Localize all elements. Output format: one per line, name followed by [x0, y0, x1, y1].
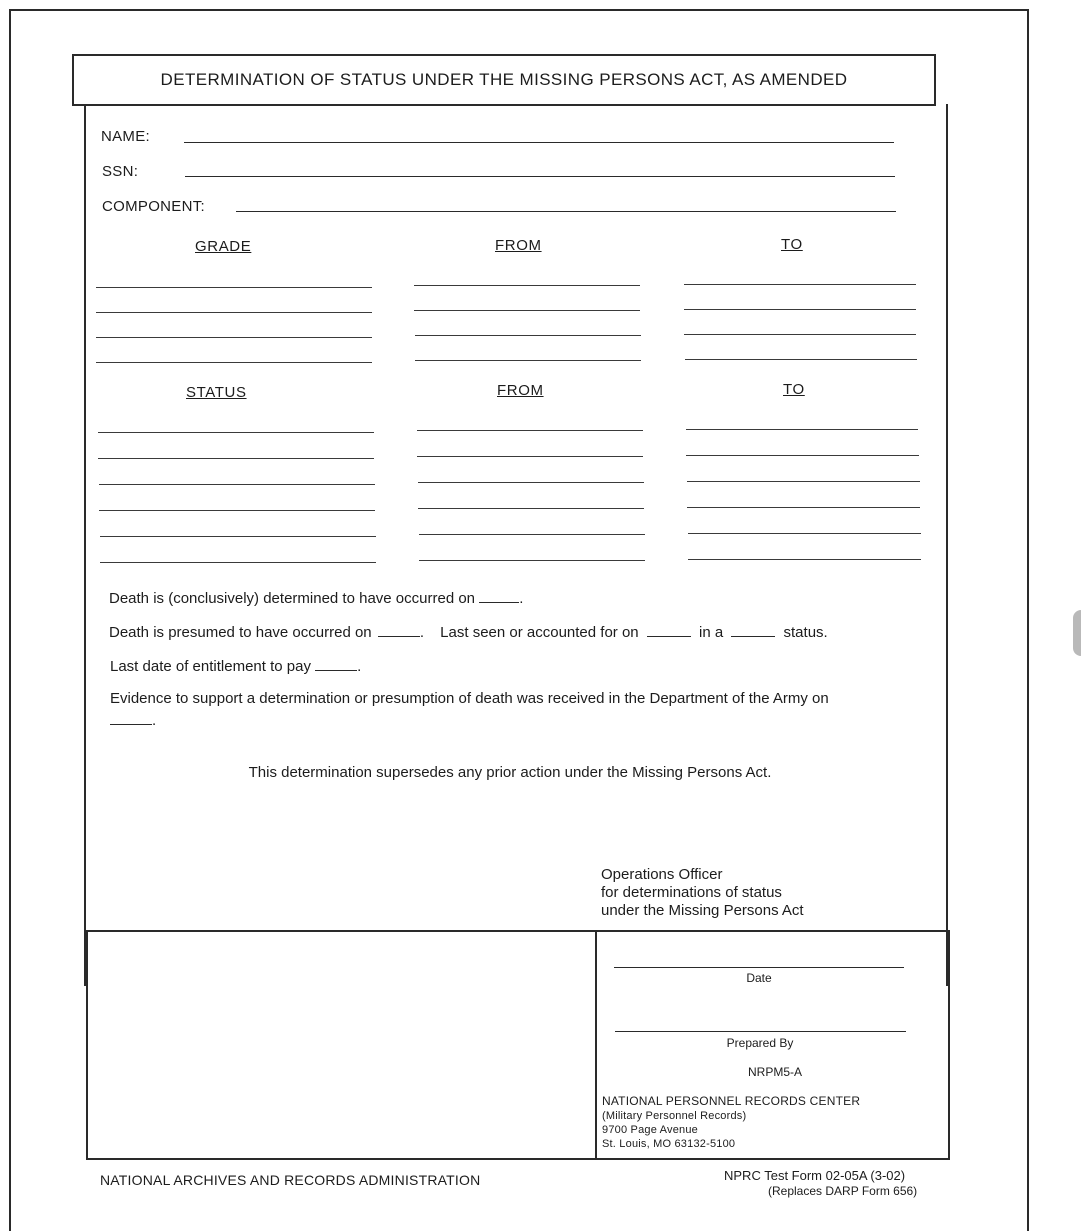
period: . [357, 658, 362, 675]
status-from-cell[interactable] [418, 482, 644, 483]
period: . [519, 590, 524, 607]
signature-line-1: Operations Officer [601, 866, 723, 883]
ssn-label: SSN: [102, 163, 139, 180]
death-presumed-statement [109, 624, 828, 641]
name-field[interactable] [184, 142, 894, 143]
status-cell[interactable] [98, 458, 374, 459]
status-cell[interactable] [100, 562, 376, 563]
status-word: status. [783, 624, 828, 641]
grade-to-cell[interactable] [685, 359, 917, 360]
in-a-text: in a [698, 624, 724, 641]
status-cell[interactable] [99, 510, 375, 511]
address-line-1: 9700 Page Avenue [602, 1124, 698, 1136]
status-cell[interactable] [100, 536, 376, 537]
status-to-header: TO [783, 381, 805, 398]
evidence-date-blank[interactable] [110, 724, 152, 725]
evidence-statement: Evidence to support a determination or presumption of death was received in the Department of the Army on [110, 690, 829, 707]
status-determination-form [72, 54, 948, 1168]
entitlement-date-blank[interactable] [315, 670, 357, 671]
status-to-cell[interactable] [688, 533, 921, 534]
grade-cell[interactable] [96, 337, 372, 338]
address-line-2: St. Louis, MO 63132-5100 [602, 1138, 736, 1150]
grade-header: GRADE [195, 238, 252, 255]
grade-from-header: FROM [495, 237, 542, 254]
status-from-cell[interactable] [417, 430, 643, 431]
status-to-cell[interactable] [686, 429, 918, 430]
entitlement-text: Last date of entitlement to pay [110, 658, 311, 675]
death-presumed-text: Death is presumed to have occurred on [109, 624, 372, 641]
evidence-date-line [110, 712, 156, 729]
grade-from-cell[interactable] [415, 335, 641, 336]
grade-to-cell[interactable] [684, 284, 916, 285]
status-type-blank[interactable] [731, 636, 775, 637]
component-label: COMPONENT: [102, 198, 206, 215]
entitlement-statement [110, 658, 361, 675]
status-from-cell[interactable] [417, 456, 643, 457]
status-cell[interactable] [99, 484, 375, 485]
signature-line-3: under the Missing Persons Act [601, 902, 804, 919]
replaces-note: (Replaces DARP Form 656) [768, 1184, 918, 1198]
component-field[interactable] [236, 211, 896, 212]
grade-from-cell[interactable] [415, 360, 641, 361]
status-cell[interactable] [98, 432, 374, 433]
status-header: STATUS [186, 384, 247, 401]
signature-line-2: for determinations of status [601, 884, 782, 901]
date-field[interactable] [614, 967, 904, 968]
prepared-by-field[interactable] [615, 1031, 906, 1032]
last-seen-date-blank[interactable] [647, 636, 691, 637]
org-name: NATIONAL PERSONNEL RECORDS CENTER [602, 1094, 861, 1108]
footer-form-info [724, 1168, 917, 1198]
org-sub: (Military Personnel Records) [602, 1110, 747, 1122]
death-determined-statement [109, 590, 523, 607]
status-from-cell[interactable] [419, 560, 645, 561]
grade-from-cell[interactable] [414, 310, 640, 311]
grade-cell[interactable] [96, 312, 372, 313]
footer-agency: NATIONAL ARCHIVES AND RECORDS ADMINISTRATION [100, 1172, 481, 1188]
bottom-divider [595, 932, 597, 1158]
status-to-cell[interactable] [688, 559, 921, 560]
grade-cell[interactable] [96, 287, 372, 288]
status-to-cell[interactable] [687, 507, 920, 508]
form-code: NRPM5-A [747, 1065, 802, 1079]
death-date-blank[interactable] [479, 602, 519, 603]
ssn-field[interactable] [185, 176, 895, 177]
presumed-date-blank[interactable] [378, 636, 420, 637]
title-box [72, 54, 936, 106]
period: . [419, 624, 424, 641]
period: . [152, 712, 157, 729]
scan-edge-shadow [1073, 610, 1081, 656]
form-title: DETERMINATION OF STATUS UNDER THE MISSING PERSONS ACT, AS AMENDED [160, 70, 848, 89]
last-seen-text: Last seen or accounted for on [440, 624, 639, 641]
status-from-header: FROM [497, 382, 544, 399]
status-from-cell[interactable] [419, 534, 645, 535]
supersedes-statement: This determination supersedes any prior action under the Missing Persons Act. [248, 764, 772, 781]
date-label: Date [746, 971, 772, 985]
grade-to-cell[interactable] [684, 334, 916, 335]
name-label: NAME: [101, 128, 151, 145]
grade-to-cell[interactable] [684, 309, 916, 310]
death-determined-text: Death is (conclusively) determined to have occurred on [109, 590, 476, 607]
status-from-cell[interactable] [418, 508, 644, 509]
prepared-by-label: Prepared By [726, 1036, 794, 1050]
form-number: NPRC Test Form 02-05A (3-02) [724, 1168, 906, 1183]
signature-block [601, 866, 804, 920]
grade-from-cell[interactable] [414, 285, 640, 286]
grade-to-header: TO [781, 236, 803, 253]
status-to-cell[interactable] [687, 481, 920, 482]
status-to-cell[interactable] [686, 455, 919, 456]
grade-cell[interactable] [96, 362, 372, 363]
